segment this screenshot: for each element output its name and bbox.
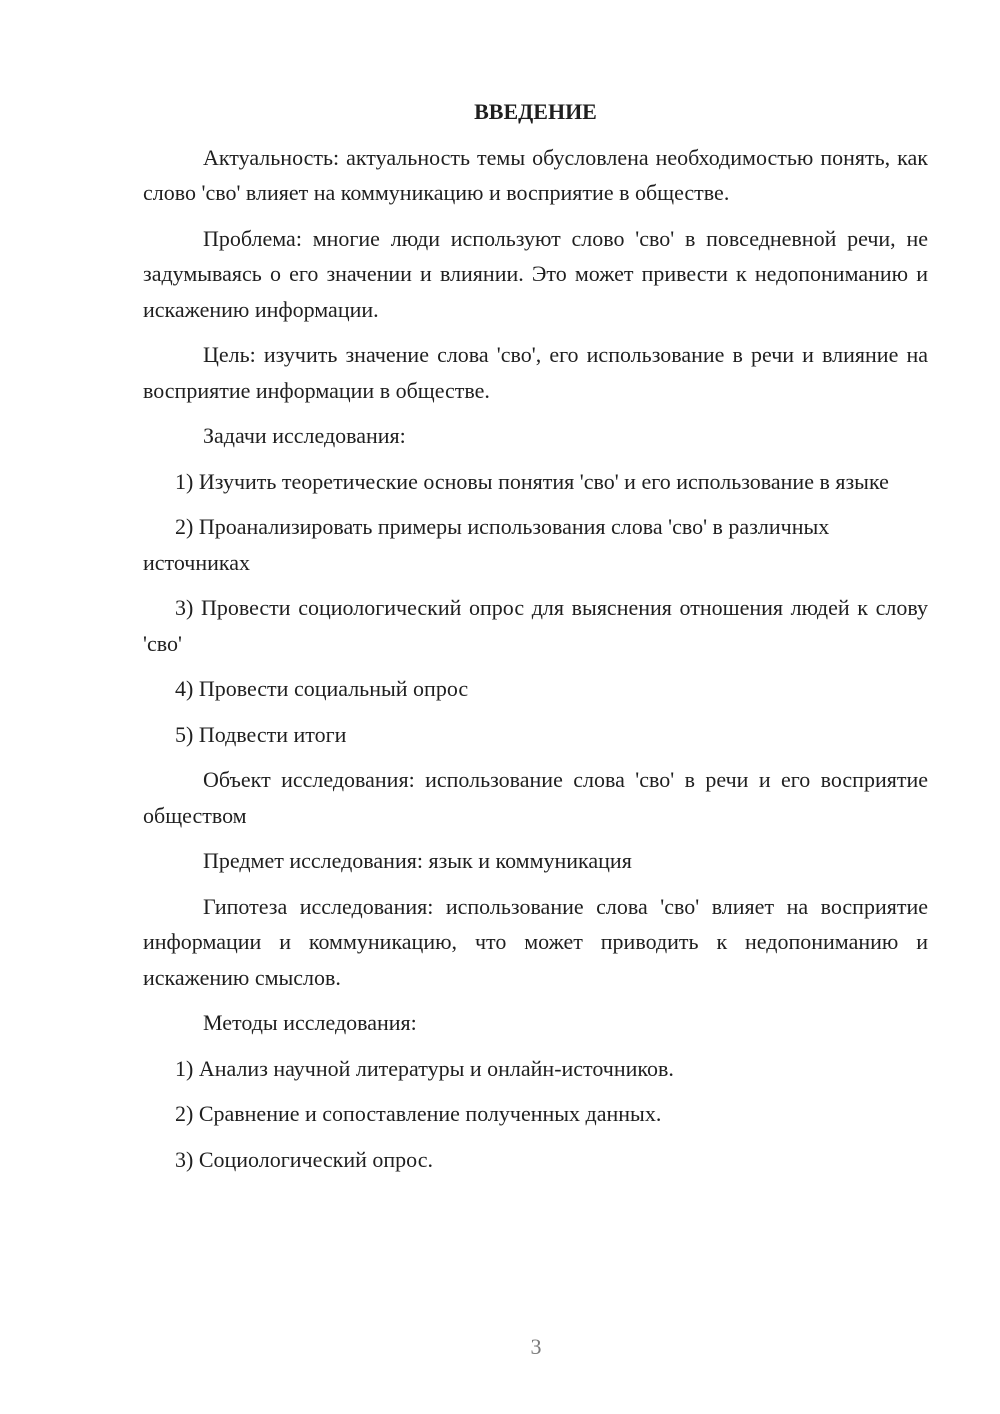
subject-paragraph: Предмет исследования: язык и коммуникация: [203, 848, 632, 873]
page-content: [143, 94, 928, 1187]
page-number: 3: [530, 1334, 542, 1359]
method-item: 1) Анализ научной литературы и онлайн-источников.: [175, 1055, 674, 1081]
relevance-paragraph: Актуальность: актуальность темы обусловлена необходимостью понять, как слово 'сво' влияет на коммуникацию и восприятие в обществе.: [143, 144, 928, 205]
hypothesis-paragraph: Гипотеза исследования: использование слова 'сво' влияет на восприятие информации и коммуникацию, что может приводить к недопониманию и искажению смыслов.: [143, 893, 928, 990]
problem-paragraph: Проблема: многие люди используют слово 'сво' в повседневной речи, не задумываясь о его значении и влиянии. Это может привести к недопониманию и искажению информации.: [143, 225, 928, 322]
task-item: 3) Провести социологический опрос для выяснения отношения людей к слову 'сво': [143, 595, 928, 656]
task-item: 5) Подвести итоги: [175, 721, 347, 747]
object-paragraph: Объект исследования: использование слова 'сво' в речи и его восприятие обществом: [143, 767, 928, 828]
method-item: 3) Социологический опрос.: [175, 1146, 433, 1172]
methods-heading: Методы исследования:: [203, 1010, 417, 1035]
section-title: ВВЕДЕНИЕ: [474, 99, 597, 124]
tasks-heading: Задачи исследования:: [203, 423, 406, 448]
task-item: 4) Провести социальный опрос: [175, 676, 469, 701]
task-item: 1) Изучить теоретические основы понятия 'сво' и его использование в языке: [175, 468, 889, 494]
method-item: 2) Сравнение и сопоставление полученных данных.: [175, 1101, 662, 1126]
goal-paragraph: Цель: изучить значение слова 'сво', его использование в речи и влияние на восприятие информации в обществе.: [143, 342, 928, 403]
task-item: 2) Проанализировать примеры использования слова 'сво' в различных источниках: [143, 514, 830, 575]
